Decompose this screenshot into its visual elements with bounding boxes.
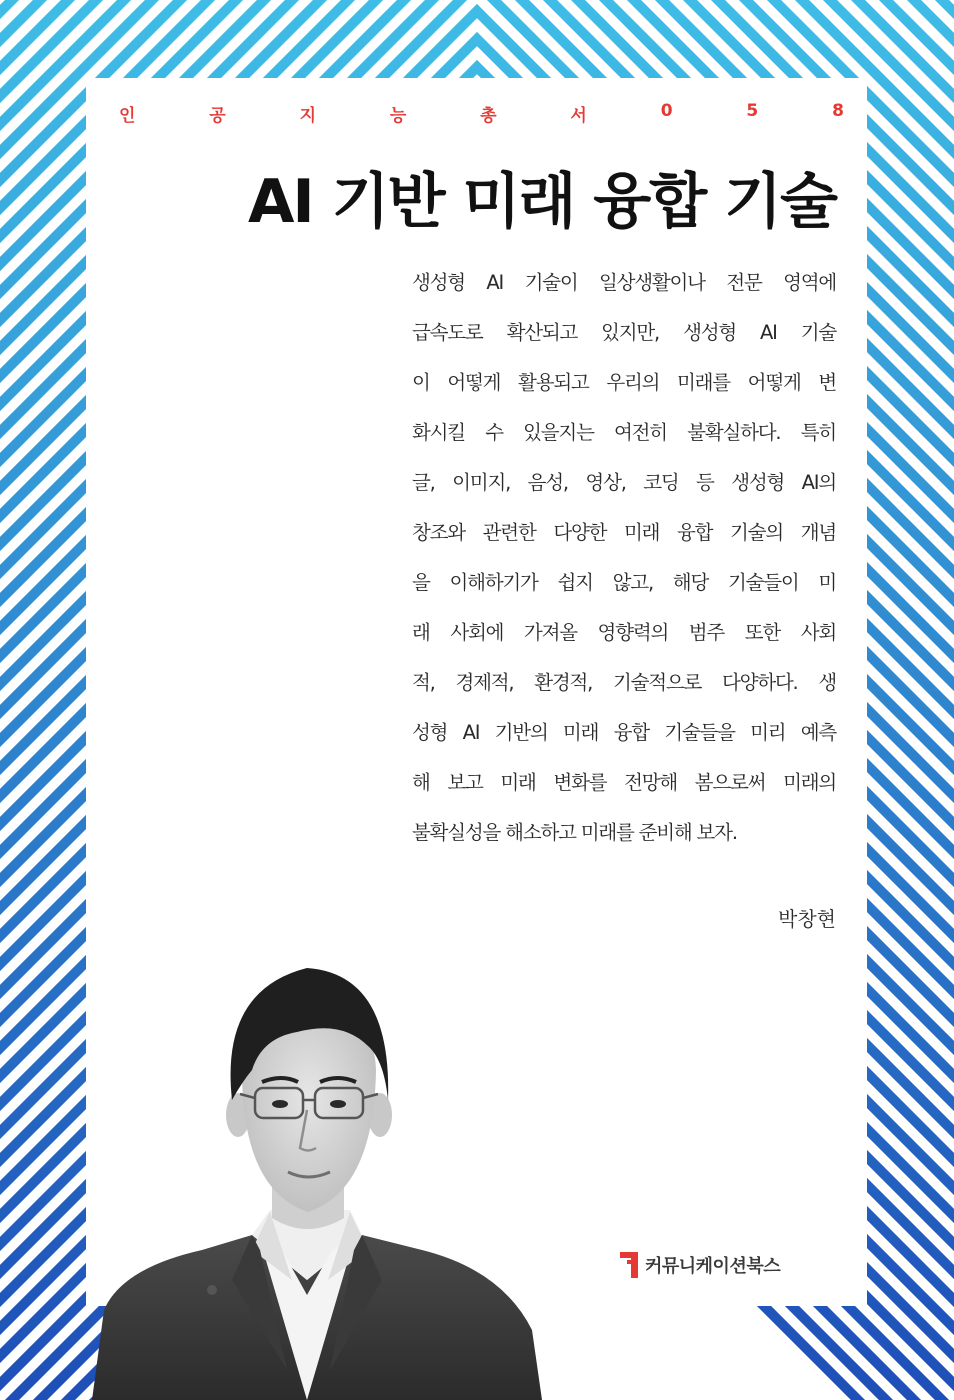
series-char: 8 [832,101,844,121]
description-line: 래 사회에 가져올 영향력의 범주 또한 사회 [412,621,836,644]
series-char: 총 [480,106,497,126]
series-char: 능 [389,106,407,126]
book-title: AI 기반 미래 융합 기술 [248,167,836,237]
author-name: 박창현 [778,907,836,931]
series-char: 0 [660,101,673,121]
description-line: 을 이해하기가 쉽지 않고, 해당 기술들이 미 [412,571,836,594]
series-label [119,101,844,126]
series-char: 5 [746,101,759,121]
series-char: 지 [299,106,316,126]
publisher-mark-icon [620,1252,638,1278]
description-line: 급속도로 확산되고 있지만, 생성형 AI 기술 [412,321,836,344]
author-photo [92,950,542,1400]
book-description [412,258,836,858]
description-line: 창조와 관련한 다양한 미래 융합 기술의 개념 [412,521,836,544]
series-char: 인 [119,106,136,126]
description-line: 해 보고 미래 변화를 전망해 봄으로써 미래의 [412,771,836,794]
series-char: 서 [570,106,587,126]
description-line: 화시킬 수 있을지는 여전히 불확실하다. 특히 [412,421,836,444]
description-line: 적, 경제적, 환경적, 기술적으로 다양하다. 생 [412,671,836,694]
description-line: 이 어떻게 활용되고 우리의 미래를 어떻게 변 [412,371,836,394]
description-line: 불확실성을 해소하고 미래를 준비해 보자. [412,821,737,844]
description-line: 성형 AI 기반의 미래 융합 기술들을 미리 예측 [412,721,836,744]
publisher-logo [620,1250,840,1280]
description-line: 글, 이미지, 음성, 영상, 코딩 등 생성형 AI의 [412,471,836,494]
description-line: 생성형 AI 기술이 일상생활이나 전문 영역에 [412,271,836,294]
series-char: 공 [209,106,226,126]
publisher-name: 커뮤니케이션북스 [645,1256,781,1277]
